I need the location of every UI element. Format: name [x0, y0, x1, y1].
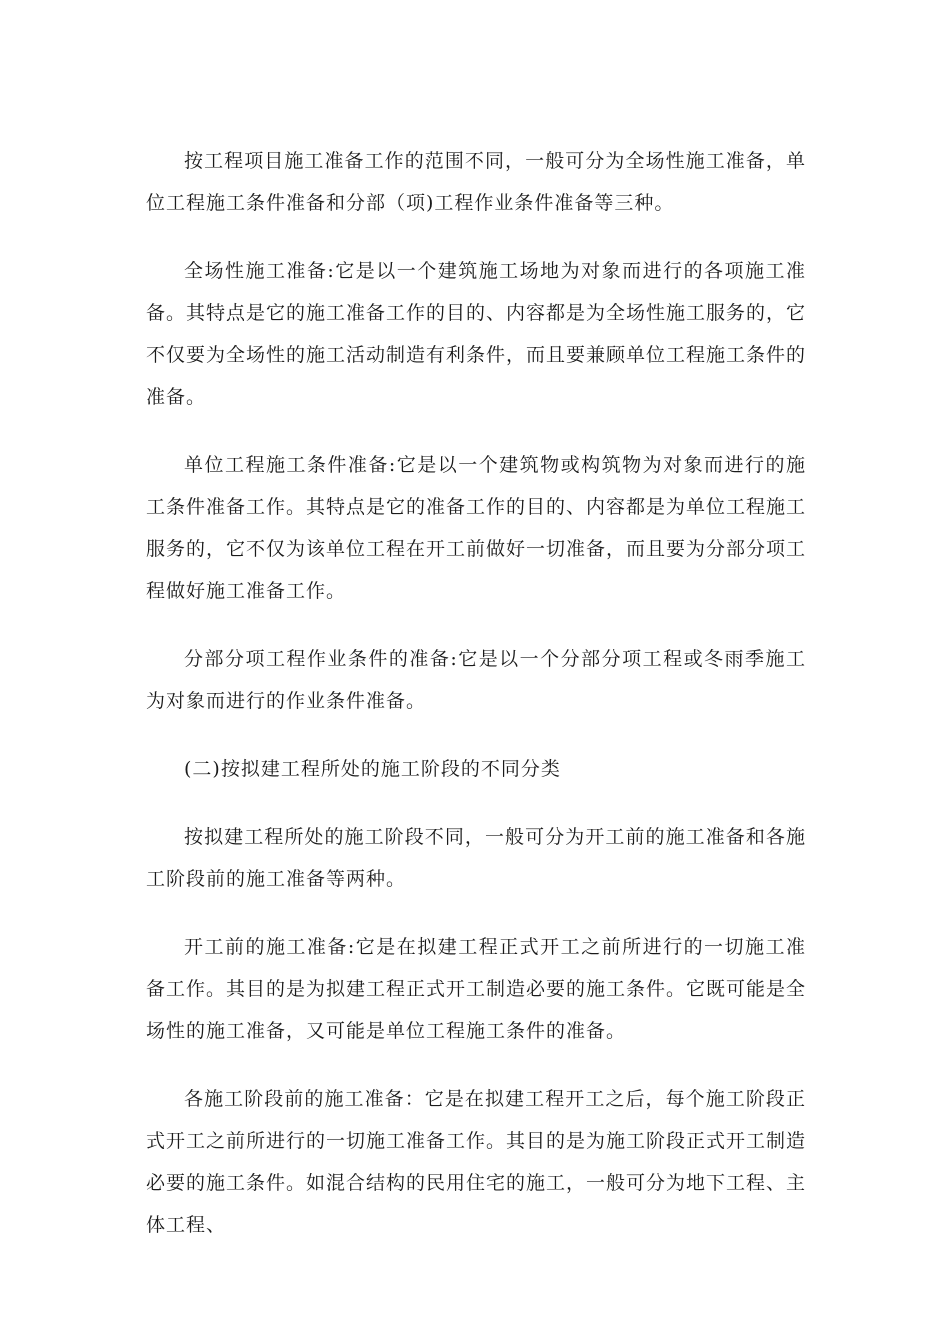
paragraph-pre-start-preparation: 开工前的施工准备:它是在拟建工程正式开工之前所进行的一切施工准备工作。其目的是为拟建工程正式开工制造必要的施工条件。它既可能是全场性的施工准备，又可能是单位工程施工条件的准备。 — [146, 936, 807, 1042]
document-body — [146, 140, 806, 1272]
paragraph-scope-intro: 按工程项目施工准备工作的范围不同，一般可分为全场性施工准备，单位工程施工条件准备和分部（项)工程作业条件准备等三种。 — [146, 150, 806, 214]
paragraph-stage-intro: 按拟建工程所处的施工阶段不同，一般可分为开工前的施工准备和各施工阶段前的施工准备等两种。 — [146, 826, 806, 890]
section-heading-by-stage: (二)按拟建工程所处的施工阶段的不同分类 — [184, 758, 561, 780]
paragraph-site-wide-preparation: 全场性施工准备:它是以一个建筑施工场地为对象而进行的各项施工准备。其特点是它的施工准备工作的目的、内容都是为全场性施工服务的，它不仅要为全场性的施工活动制造有利条件，而且要兼顾单位工程施工条件的准备。 — [146, 260, 807, 408]
paragraph-sub-item-preparation: 分部分项工程作业条件的准备:它是以一个分部分项工程或冬雨季施工为对象而进行的作业条件准备。 — [146, 648, 806, 712]
paragraph-per-stage-preparation: 各施工阶段前的施工准备：它是在拟建工程开工之后，每个施工阶段正式开工之前所进行的一切施工准备工作。其目的是为施工阶段正式开工制造必要的施工条件。如混合结构的民用住宅的施工，一般可分为地下工程、主体工程、 — [146, 1088, 807, 1236]
paragraph-unit-project-preparation: 单位工程施工条件准备:它是以一个建筑物或构筑物为对象而进行的施工条件准备工作。其特点是它的准备工作的目的、内容都是为单位工程施工服务的，它不仅为该单位工程在开工前做好一切准备，而且要为分部分项工程做好施工准备工作。 — [146, 454, 807, 602]
